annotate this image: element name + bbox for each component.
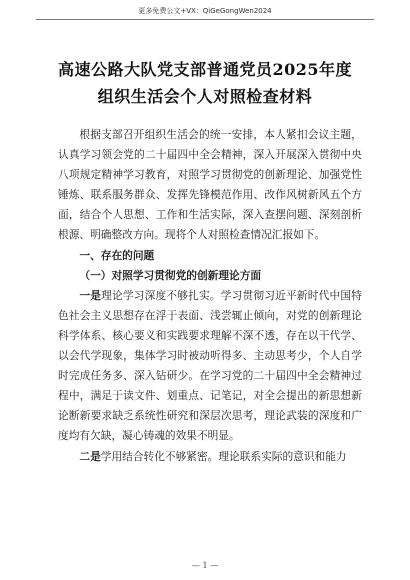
page-header [0, 0, 410, 30]
header-text: 更多免费公文+VX：QiGeGongWen2024 [138, 7, 272, 15]
header-divider [36, 19, 374, 20]
point-paragraph-2 [58, 447, 362, 467]
point-text-1: 理论学习深度不够扎实。学习贯彻习近平新时代中国特色社会主义思想存在浮于表面、浅尝辄止倾向，对党的创新理论科学体系、核心要义和实践要求理解不深不透，存在以干代学、以会代学现象，集体学习时被动听得多、主动思考少，个人自学时完成任务多、深入钻研少。在学习党的二十届四中全会精神过程中，满足于读文件、划重点、记笔记，对全会提出的新思想新论断新要求缺乏系统性研究和深层次思考，理论武装的深度和广度均有欠缺，凝心铸魂的效果不明显。 [58, 288, 362, 443]
page-number: — 1 — [191, 561, 219, 570]
point-lead-2: 二是 [79, 449, 101, 463]
document-body [58, 125, 362, 467]
title-line-2: 组织生活会个人对照检查材料 [97, 87, 313, 106]
document-title [34, 56, 376, 110]
intro-paragraph: 根据支部召开组织生活会的统一安排，本人紧扣会议主题，认真学习领会党的二十届四中全会精神，深入开展深入贯彻中央八项规定精神学习教育，对照学习贯彻党的创新理论、加强党性锤炼、联系服务群众、发挥先锋模范作用、改作风树新风五个方面，结合个人思想、工作和生活实际，深入查摆问题、深刻剖析根源、明确整改方向。现将个人对照检查情况汇报如下。 [58, 128, 362, 242]
section-heading: 一、存在的问题 [79, 248, 155, 262]
title-line-1: 高速公路大队党支部普通党员2025年度 [57, 60, 353, 79]
point-paragraph-1 [58, 286, 362, 447]
subsection-heading: （一）对照学习贯彻党的创新理论方面 [79, 268, 262, 282]
point-lead-1: 一是 [79, 288, 102, 302]
point-text-2: 学用结合转化不够紧密。理论联系实际的意识和能力 [100, 449, 347, 463]
